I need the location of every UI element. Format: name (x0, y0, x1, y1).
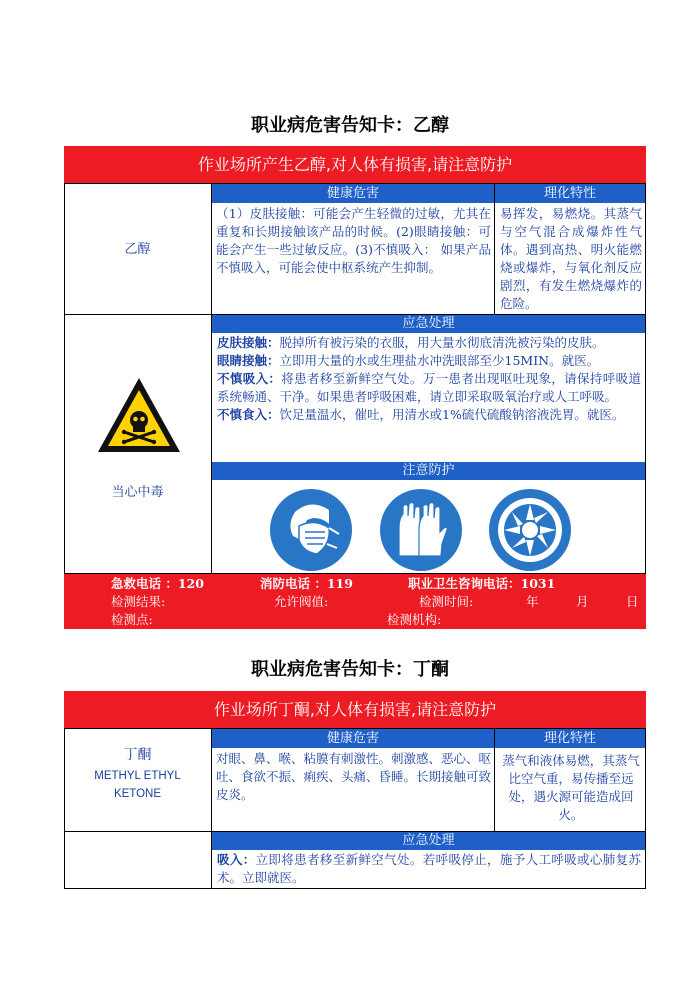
card2-physchem-header: 理化特性 (495, 729, 645, 748)
card1-substance-name: 乙醇 (124, 242, 151, 257)
card2-physchem-text: 蒸气和液体易燃，其蒸气比空气重，易传播至远处，遇火源可能造成回火。 (502, 753, 640, 822)
emergency-item-ingest (217, 406, 641, 424)
card2-title: 职业病危害告知卡：丁酮 (251, 659, 449, 680)
card2-banner: 作业场所丁酮,对人体有损害,请注意防护 (64, 691, 646, 728)
card1-emergency-list (217, 334, 641, 424)
ventilation-icon (488, 488, 572, 572)
card2-emergency-header: 应急处理 (212, 832, 645, 850)
year-label: 年 (526, 594, 539, 609)
emergency-label: 眼睛接触： (217, 353, 280, 368)
card1-emergency-header: 应急处理 (212, 315, 645, 333)
point-label: 检测点: (111, 612, 153, 627)
gloves-icon (379, 488, 463, 572)
emergency-text: 将患者移至新鲜空气处。万一患者出现呕吐现象，请保持呼吸道系统畅通、干净。如果患者呼吸困难，请立即采取吸氧治疗或人工呼吸。 (217, 371, 641, 404)
emergency-label: 皮肤接触： (217, 335, 280, 350)
card1-health-text: （1）皮肤接触：可能会产生轻微的过敏，尤其在重复和长期接触该产品的时候。(2)眼睛接触：可能会产生一些过敏反应。(3)不慎吸入： 如果产品不慎吸入，可能会使中枢系统产生抑制。 (216, 206, 491, 275)
card2-health-text: 对眼、鼻、喉、粘膜有刺激性。刺激感、恶心、呕吐、食欲不振、痢疾、头痛、昏睡。长期接触可致皮炎。 (216, 751, 492, 802)
emergency-text: 立即将患者移至新鲜空气处。若呼吸停止，施予人工呼吸或心肺复苏术。立即就医。 (217, 852, 641, 885)
time-label: 检测时间: (419, 594, 474, 609)
emergency-item-inhale (217, 370, 641, 406)
emergency-text: 饮足量温水，催吐，用清水或1%硫代硫酸钠溶液洗胃。就医。 (279, 407, 625, 422)
emergency-label: 吸入： (217, 852, 256, 867)
emergency-item-skin (217, 334, 641, 352)
card2-substance-en-2: KETONE (113, 788, 162, 800)
month-label: 月 (576, 594, 589, 609)
emergency-phone: 急救电话 ：120 (111, 576, 204, 591)
emergency-label: 不慎食入： (217, 407, 280, 422)
emergency-item-inhale (217, 851, 641, 887)
card1-physchem-text: 易挥发，易燃烧。其蒸气与空气混合成爆炸性气体。遇到高热、明火能燃烧或爆炸，与氧化剂反应剧烈，有发生燃烧爆炸的危险。 (500, 206, 642, 311)
emergency-label: 不慎吸入： (217, 371, 282, 386)
card2-substance-en-1: METHYL ETHYL (94, 770, 181, 782)
fire-phone: 消防电话 ：119 (260, 576, 353, 591)
limit-label: 允许阀值: (274, 594, 329, 609)
card1-physchem-header: 理化特性 (495, 184, 645, 203)
respirator-icon (269, 488, 353, 572)
card2-health-header: 健康危害 (212, 729, 494, 748)
agency-label: 检测机构: (387, 612, 442, 627)
occupational-phone: 职业卫生咨询电话：1031 (408, 576, 556, 591)
card2-emergency-list (217, 851, 641, 887)
toxic-warning-icon (96, 376, 182, 454)
card1-warning-label: 当心中毒 (111, 485, 164, 500)
card1-phone-bar (64, 574, 646, 593)
card1-health-header: 健康危害 (212, 184, 494, 203)
card1-footer (64, 593, 646, 629)
emergency-item-eye (217, 352, 641, 370)
day-label: 日 (626, 594, 639, 609)
result-label: 检测结果: (111, 594, 166, 609)
card1-protection-header: 注意防护 (212, 462, 645, 480)
emergency-text: 立即用大量的水或生理盐水冲洗眼部至少15MIN。就医。 (279, 353, 600, 368)
emergency-text: 脱掉所有被污染的衣服，用大量水彻底清洗被污染的皮肤。 (279, 335, 605, 350)
card2-substance-name: 丁酮 (123, 747, 152, 763)
card1-title: 职业病危害告知卡：乙醇 (251, 115, 449, 136)
card1-banner: 作业场所产生乙醇,对人体有损害,请注意防护 (64, 146, 646, 183)
divider (211, 314, 212, 574)
